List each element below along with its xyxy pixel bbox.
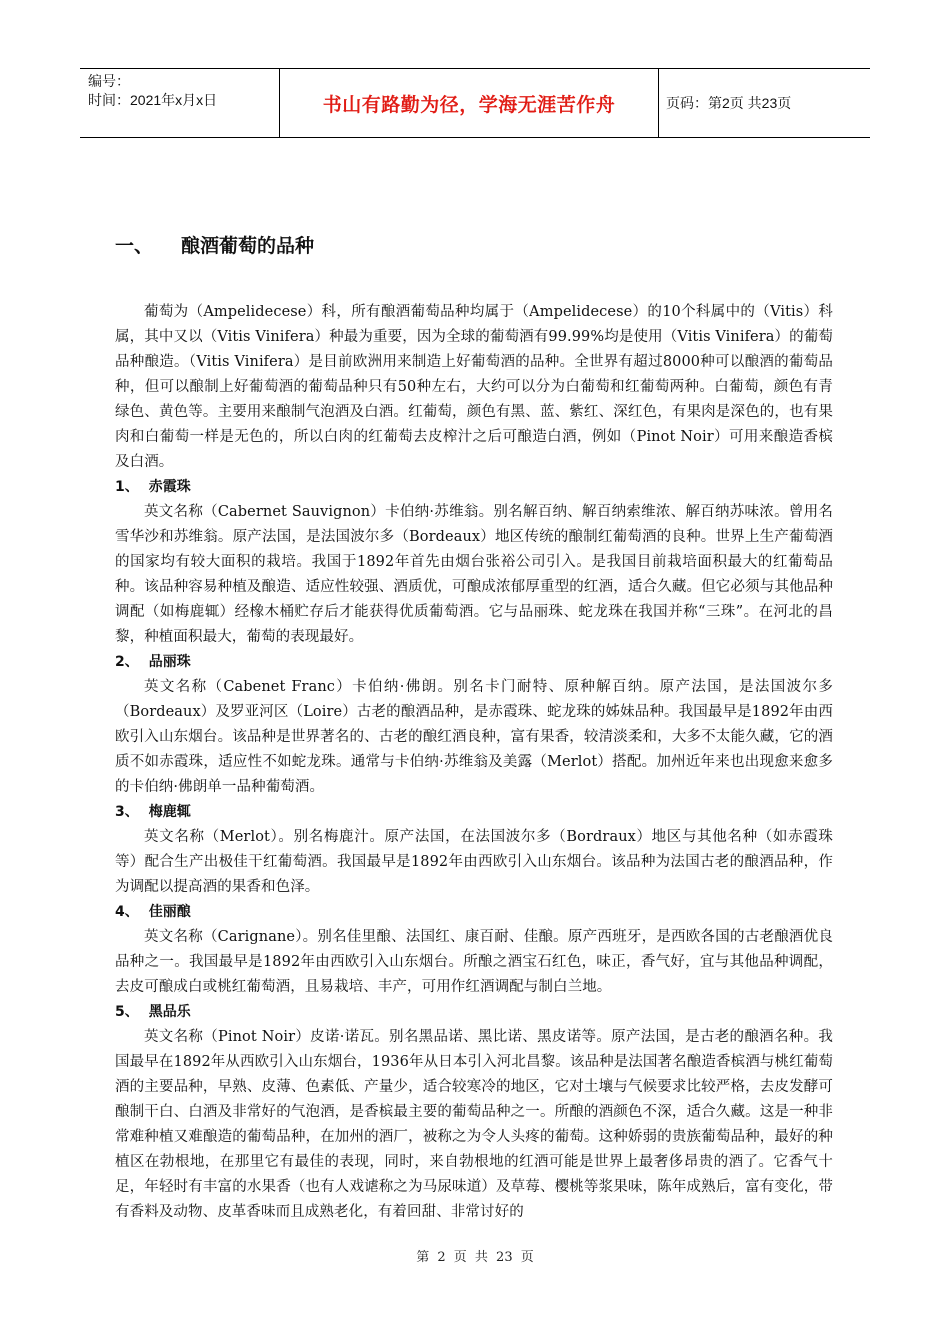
date-label: 时间：2021年x月x日 <box>88 92 218 108</box>
variety-number: 5、 <box>115 1004 139 1020</box>
header-meta <box>88 72 217 110</box>
document-body <box>115 232 833 1225</box>
page-footer: 第 2 页 共 23 页 <box>416 1250 534 1265</box>
section-number: 一、 <box>115 235 154 257</box>
variety-paragraph: 英文名称（Pinot Noir）皮诺·诺瓦。别名黑品诺、黑比诺、黑皮诺等。原产法国，是古老的酿酒名种。我国最早在1892年从西欧引入山东烟台，1936年从日本引入河北昌黎。该品种是法国著名酿造香槟酒与桃红葡萄酒的主要品种，早熟、皮薄、色素低、产量少，适合较寒冷的地区，它对土壤与气候要求比较严格，去皮发酵可酿制干白、白酒及非常好的气泡酒，是香槟最主要的葡萄品种之一。所酿的酒颜色不深，适合久藏。这是一种非常难种植又难酿造的葡萄品种，在加州的酒厂，被称之为令人头疼的葡萄。这种娇弱的贵族葡萄品种，最好的种植区在勃根地，在那里它有最佳的表现，同时，来自勃根地的红酒可能是世界上最奢侈昂贵的酒了。它香气十足，年轻时有丰富的水果香（也有人戏谑称之为马尿味道）及草莓、樱桃等浆果味，陈年成熟后，富有变化，带有香料及动物、皮革香味而且成熟老化，有着回甜、非常讨好的 <box>115 1029 833 1220</box>
page-header <box>80 68 870 138</box>
variety-heading <box>115 900 833 925</box>
section-heading <box>115 232 833 260</box>
variety-paragraph: 英文名称（Merlot）。别名梅鹿汁。原产法国，在法国波尔多（Bordraux）地区与其他名种（如赤霞珠等）配合生产出极佳干红葡萄酒。我国最早是1892年由西欧引入山东烟台。该品种为法国古老的酿酒品种，作为调配以提高酒的果香和色泽。 <box>115 829 833 895</box>
header-divider <box>658 69 659 137</box>
variety-paragraph: 英文名称（Cabenet Franc）卡伯纳·佛朗。别名卡门耐特、原种解百纳。原产法国，是法国波尔多（Bordeaux）及罗亚河区（Loire）古老的酿酒品种，是赤霞珠、蛇龙珠的姊妹品种。我国最早是1892年由西欧引入山东烟台。该品种是世界著名的、古老的酿红酒良种，富有果香，较清淡柔和，大多不太能久藏，它的酒质不如赤霞珠，适应性不如蛇龙珠。通常与卡伯纳·苏维翁及美露（Merlot）搭配。加州近年来也出现愈来愈多的卡伯纳·佛朗单一品种葡萄酒。 <box>115 679 833 795</box>
variety-name: 梅鹿辄 <box>148 804 191 820</box>
variety-number: 2、 <box>115 654 139 670</box>
variety-name: 黑品乐 <box>148 1004 191 1020</box>
header-motto: 书山有路勤为径，学海无涯苦作舟 <box>322 93 616 116</box>
variety-paragraph: 英文名称（Cabernet Sauvignon）卡伯纳·苏维翁。别名解百纳、解百纳索维浓、解百纳苏味浓。曾用名雪华沙和苏维翁。原产法国，是法国波尔多（Bordeaux）地区传统的酿制红葡萄酒的良种。世界上生产葡萄酒的国家均有较大面积的栽培。我国于1892年首先由烟台张裕公司引入。是我国目前栽培面积最大的红葡萄品种。该品种容易种植及酿造、适应性较强、酒质优，可酿成浓郁厚重型的红酒，适合久藏。但它必须与其他品种调配（如梅鹿辄）经橡木桶贮存后才能获得优质葡萄酒。它与品丽珠、蛇龙珠在我国并称“三珠”。在河北的昌黎，种植面积最大，葡萄的表现最好。 <box>115 504 833 645</box>
variety-heading <box>115 800 833 825</box>
section-title: 酿酒葡萄的品种 <box>181 235 315 257</box>
doc-number-label: 编号： <box>88 73 130 89</box>
variety-heading <box>115 650 833 675</box>
variety-heading <box>115 1000 833 1025</box>
header-page-info: 页码：第2页 共23页 <box>666 95 792 111</box>
intro-paragraph: 葡萄为（Ampelidecese）科，所有酿酒葡萄品种均属于（Ampelidecese）的10个科属中的（Vitis）科属，其中又以（Vitis Vinifera）种最为重要，因为全球的葡萄酒有99.99%均是使用（Vitis Vinifera）的葡萄品种酿造。（Vitis Vinifera）是目前欧洲用来制造上好葡萄酒的品种。全世界有超过8000种可以酿酒的葡萄品种，但可以酿制上好葡萄酒的葡萄品种只有50种左右，大约可以分为白葡萄和红葡萄两种。白葡萄，颜色有青绿色、黄色等。主要用来酿制气泡酒及白酒。红葡萄，颜色有黑、蓝、紫红、深红色，有果肉是深色的，也有果肉和白葡萄一样是无色的，所以白肉的红葡萄去皮榨汁之后可酿造白酒，例如（Pinot Noir）可用来酿造香槟及白酒。 <box>115 304 833 470</box>
variety-number: 1、 <box>115 479 139 495</box>
variety-name: 佳丽酿 <box>148 904 191 920</box>
variety-paragraph: 英文名称（Carignane）。别名佳里酿、法国红、康百耐、佳酿。原产西班牙，是西欧各国的古老酿酒优良品种之一。我国最早是1892年由西欧引入山东烟台。所酿之酒宝石红色，味正，香气好，宜与其他品种调配，去皮可酿成白或桃红葡萄酒，且易栽培、丰产，可用作红酒调配与制白兰地。 <box>115 929 833 995</box>
variety-name: 赤霞珠 <box>148 479 191 495</box>
variety-heading <box>115 475 833 500</box>
variety-number: 3、 <box>115 804 139 820</box>
variety-name: 品丽珠 <box>148 654 191 670</box>
variety-number: 4、 <box>115 904 139 920</box>
